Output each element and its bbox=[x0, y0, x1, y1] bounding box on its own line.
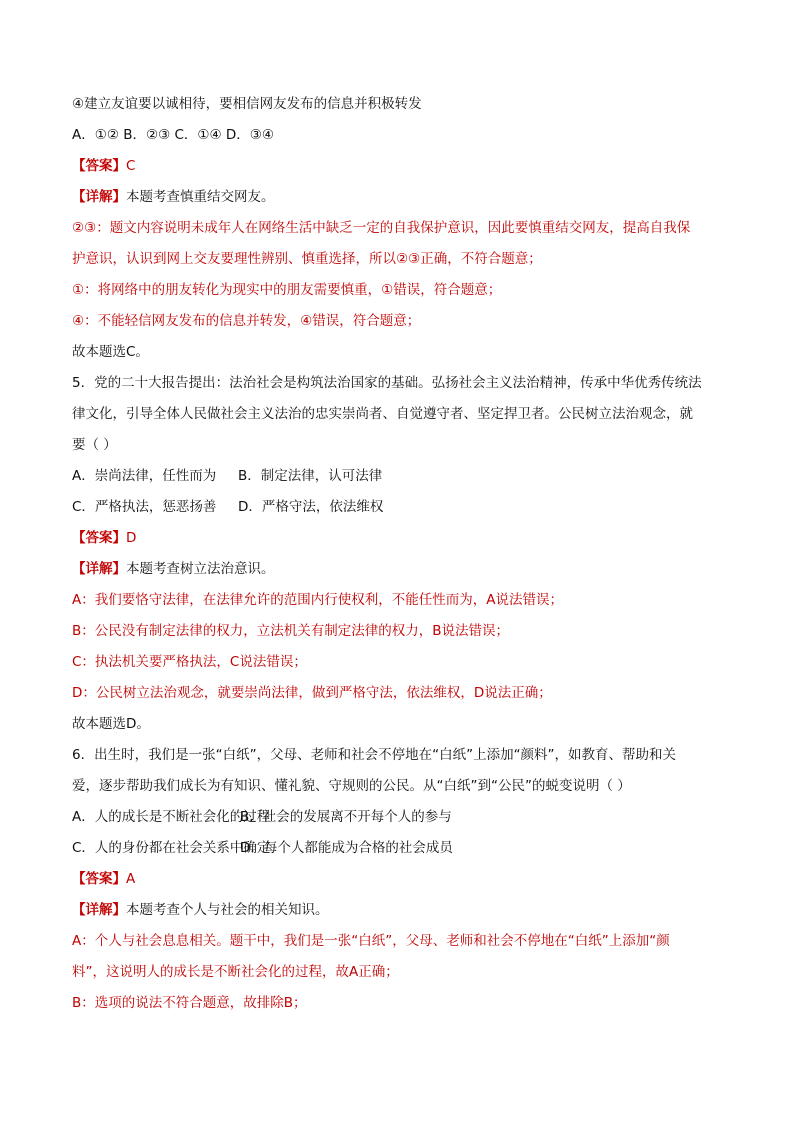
q5-option-c: C．严格执法，惩恶扬善 bbox=[72, 499, 217, 515]
q5-explanation-b: B：公民没有制定法律的权力，立法机关有制定法律的权力，B说法错误； bbox=[72, 623, 510, 639]
q4-answer-options: A．①② B．②③ C．①④ D．③④ bbox=[72, 127, 275, 143]
q6-explanation-b: B：选项的说法不符合题意，故排除B； bbox=[72, 995, 307, 1011]
q5-explanation-d: D：公民树立法治观念，就要崇尚法律，做到严格守法，依法维权，D说法正确； bbox=[72, 685, 552, 701]
answer-label: 【答案】 bbox=[72, 530, 126, 546]
q5-option-d: D．严格守法，依法维权 bbox=[238, 499, 384, 515]
detail-text: 本题考查慎重结交网友。 bbox=[126, 189, 275, 205]
q5-option-b: B．制定法律，认可法律 bbox=[238, 468, 383, 484]
answer-value: C bbox=[126, 158, 136, 174]
q5-answer bbox=[72, 530, 724, 546]
q4-answer bbox=[72, 158, 724, 174]
answer-label: 【答案】 bbox=[72, 158, 126, 174]
q4-detail bbox=[72, 189, 724, 205]
detail-label: 【详解】 bbox=[72, 189, 126, 205]
answer-value: A bbox=[126, 871, 136, 887]
answer-value: D bbox=[126, 530, 137, 546]
answer-label: 【答案】 bbox=[72, 871, 126, 887]
q5-explanation-c: C：执法机关要严格执法，C说法错误； bbox=[72, 654, 307, 670]
document-page bbox=[72, 96, 724, 1026]
q6-option-a: A．人的成长是不断社会化的过程 bbox=[72, 809, 271, 825]
q5-stem-line3: 要（ ） bbox=[72, 437, 117, 453]
q5-stem-line2: 律文化，引导全体人民做社会主义法治的忠实崇尚者、自觉遵守者、坚定捍卫者。公民树立法治观念，就 bbox=[72, 406, 693, 422]
q5-explanation-a: A：我们要恪守法律，在法律允许的范围内行使权利，不能任性而为，A说法错误； bbox=[72, 592, 563, 608]
q5-detail bbox=[72, 561, 724, 577]
q5-options-row2 bbox=[72, 499, 724, 515]
q6-answer bbox=[72, 871, 724, 887]
q6-options-row2 bbox=[72, 840, 724, 856]
detail-text: 本题考查个人与社会的相关知识。 bbox=[126, 902, 329, 918]
q6-stem-line2: 爱，逐步帮助我们成长为有知识、懂礼貌、守规则的公民。从“白纸”到“公民”的蜕变说明（ ） bbox=[72, 778, 631, 794]
q6-detail bbox=[72, 902, 724, 918]
q4-conclusion: 故本题选C。 bbox=[72, 344, 149, 360]
q5-option-a: A．崇尚法律，任性而为 bbox=[72, 468, 217, 484]
q4-explanation-23-line1: ②③：题文内容说明未成年人在网络生活中缺乏一定的自我保护意识，因此要慎重结交网友，提高自我保 bbox=[72, 220, 691, 236]
q6-explanation-a-line1: A：个人与社会息息相关。题干中，我们是一张“白纸”，父母、老师和社会不停地在“白纸”上添加“颜 bbox=[72, 933, 670, 949]
q6-option-d: D．每个人都能成为合格的社会成员 bbox=[240, 840, 453, 856]
q5-conclusion: 故本题选D。 bbox=[72, 716, 150, 732]
q5-options-row1 bbox=[72, 468, 724, 484]
q6-stem-line1: 6．出生时，我们是一张“白纸”，父母、老师和社会不停地在“白纸”上添加“颜料”，如教育、帮助和关 bbox=[72, 747, 677, 763]
q4-explanation-1: ①：将网络中的朋友转化为现实中的朋友需要慎重，①错误，符合题意； bbox=[72, 282, 502, 298]
q6-options-row1 bbox=[72, 809, 724, 825]
q6-explanation-a-line2: 料”，这说明人的成长是不断社会化的过程，故A正确； bbox=[72, 964, 399, 980]
q6-option-b: B．社会的发展离不开每个人的参与 bbox=[240, 809, 452, 825]
detail-text: 本题考查树立法治意识。 bbox=[126, 561, 275, 577]
detail-label: 【详解】 bbox=[72, 561, 126, 577]
q4-explanation-23-line2: 护意识，认识到网上交友要理性辨别、慎重选择，所以②③正确，不符合题意； bbox=[72, 251, 542, 267]
q5-stem-line1: 5．党的二十大报告提出：法治社会是构筑法治国家的基础。弘扬社会主义法治精神，传承中华优秀传统法 bbox=[72, 375, 702, 391]
q6-option-c: C．人的身份都在社会关系中确定 bbox=[72, 840, 271, 856]
detail-label: 【详解】 bbox=[72, 902, 126, 918]
q4-option-statement-4: ④建立友谊要以诚相待，要相信网友发布的信息并积极转发 bbox=[72, 96, 422, 112]
q4-explanation-4: ④：不能轻信网友发布的信息并转发，④错误，符合题意； bbox=[72, 313, 421, 329]
